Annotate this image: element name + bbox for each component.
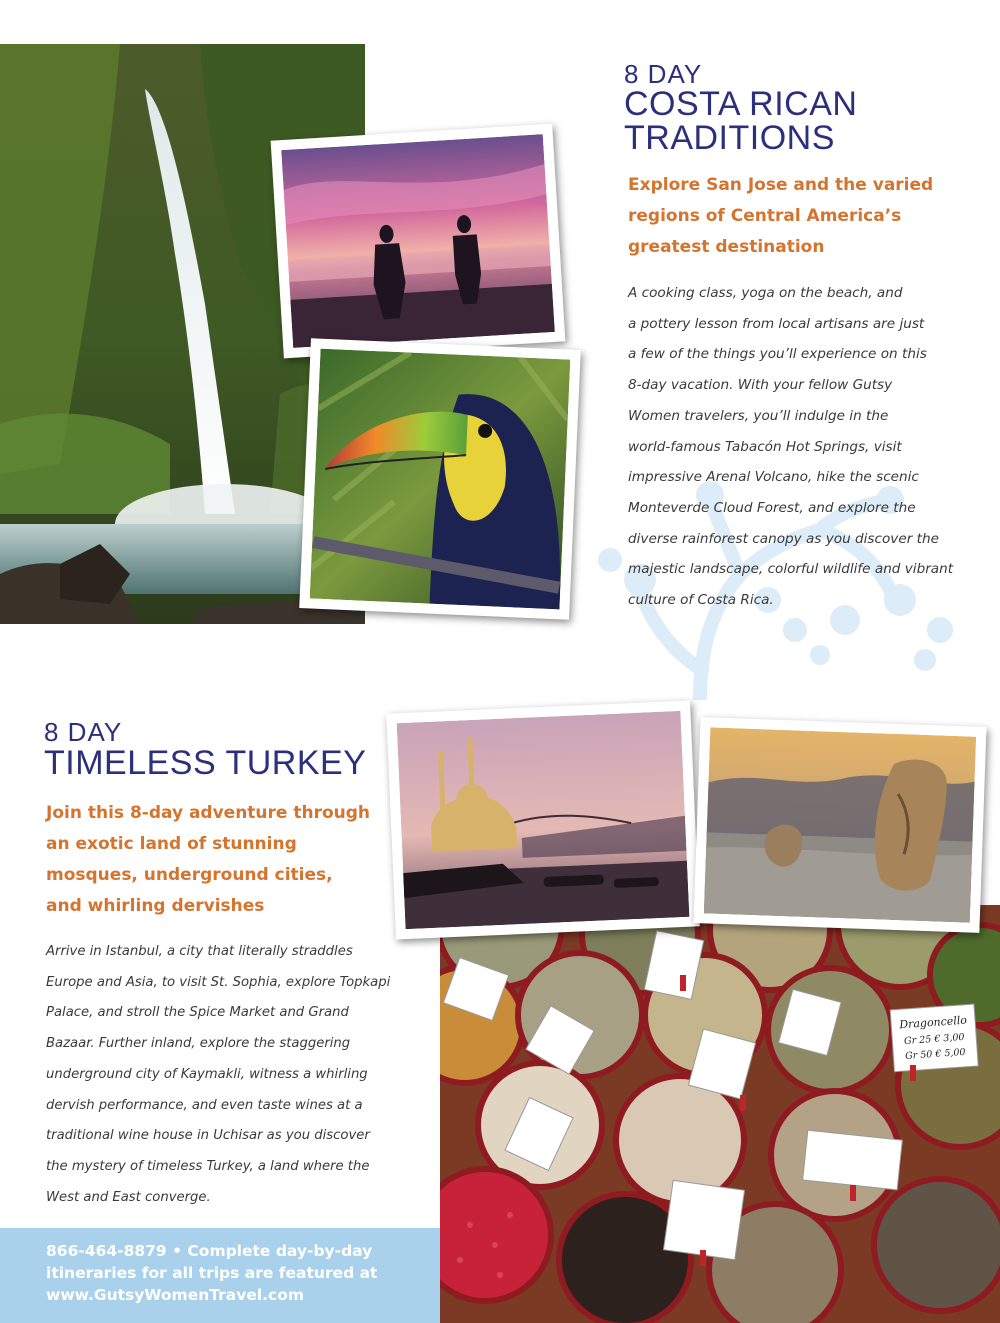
body-line: traditional wine house in Uchisar as you discover	[46, 1128, 370, 1144]
lead-line: Explore San Jose and the varied	[628, 175, 934, 195]
turkey-title: TIMELESS TURKEY	[44, 744, 367, 782]
toucan-photo-frame	[299, 338, 581, 620]
body-line: world-famous Tabacón Hot Springs, visit	[628, 438, 902, 455]
body-line: a pottery lesson from local artisans are just	[628, 315, 925, 332]
spice-sign-price2: Gr 50 € 5,00	[904, 1046, 966, 1062]
body-line: Monteverde Cloud Forest, and explore the	[628, 499, 916, 516]
lead-line: regions of Central America’s	[628, 206, 902, 226]
body-line: diverse rainforest canopy as you discover the	[628, 530, 939, 547]
lead-line: Join this 8-day adventure through	[46, 803, 371, 823]
istanbul-mosque-photo	[397, 711, 690, 929]
body-line: impressive Arenal Volcano, hike the scenic	[628, 469, 919, 486]
body-line: a few of the things you’ll experience on this	[628, 346, 927, 363]
footer-phone-line: 866-464-8879 • Complete day-by-day	[46, 1242, 373, 1260]
body-line: underground city of Kaymakli, witness a whirling	[46, 1066, 368, 1082]
costa-rica-body	[628, 278, 953, 616]
beach-sunset-photo-frame	[271, 124, 566, 359]
costa-rica-title-line1: COSTA RICAN	[624, 85, 858, 123]
costa-rica-title-line2: TRADITIONS	[624, 119, 835, 157]
spice-sign-price1: Gr 25 € 3,00	[903, 1031, 965, 1048]
spice-market-photo	[440, 905, 1000, 1323]
body-line: dervish performance, and even taste wines at a	[46, 1097, 363, 1113]
nemrut-statue-photo-frame	[693, 717, 986, 933]
nemrut-statue-photo	[704, 727, 976, 922]
lead-line: mosques, underground cities,	[46, 865, 333, 885]
lead-line: greatest destination	[628, 237, 825, 257]
body-line: Bazaar. Further inland, explore the staggering	[46, 1036, 351, 1052]
turkey-lead	[46, 798, 370, 922]
turkey-body	[46, 937, 390, 1213]
costa-rica-day-label: 8 DAY	[624, 59, 703, 89]
istanbul-mosque-photo-frame	[386, 700, 700, 939]
footer-contact	[46, 1240, 377, 1306]
body-line: Europe and Asia, to visit St. Sophia, explore Topkapi	[46, 974, 391, 990]
lead-line: and whirling dervishes	[46, 896, 265, 916]
footer-itinerary-line: itineraries for all trips are featured at	[46, 1264, 378, 1282]
body-line: culture of Costa Rica.	[628, 592, 774, 609]
beach-sunset-photo	[281, 134, 555, 348]
spice-sign-name: Dragoncello	[898, 1013, 968, 1032]
body-line: Women travelers, you’ll indulge in the	[628, 407, 889, 424]
body-line: majestic landscape, colorful wildlife and vibrant	[628, 561, 954, 578]
footer-website-link[interactable]: www.GutsyWomenTravel.com	[46, 1286, 305, 1304]
body-line: Palace, and stroll the Spice Market and Grand	[46, 1005, 349, 1021]
body-line: the mystery of timeless Turkey, a land where the	[46, 1158, 370, 1174]
toucan-photo	[310, 349, 571, 610]
lead-line: an exotic land of stunning	[46, 834, 297, 854]
costa-rica-lead	[628, 170, 933, 263]
body-line: 8-day vacation. With your fellow Gutsy	[628, 377, 893, 394]
body-line: A cooking class, yoga on the beach, and	[628, 285, 903, 301]
turkey-day-label: 8 DAY	[44, 717, 123, 747]
body-line: West and East converge.	[46, 1189, 211, 1205]
body-line: Arrive in Istanbul, a city that literally straddles	[46, 944, 353, 959]
